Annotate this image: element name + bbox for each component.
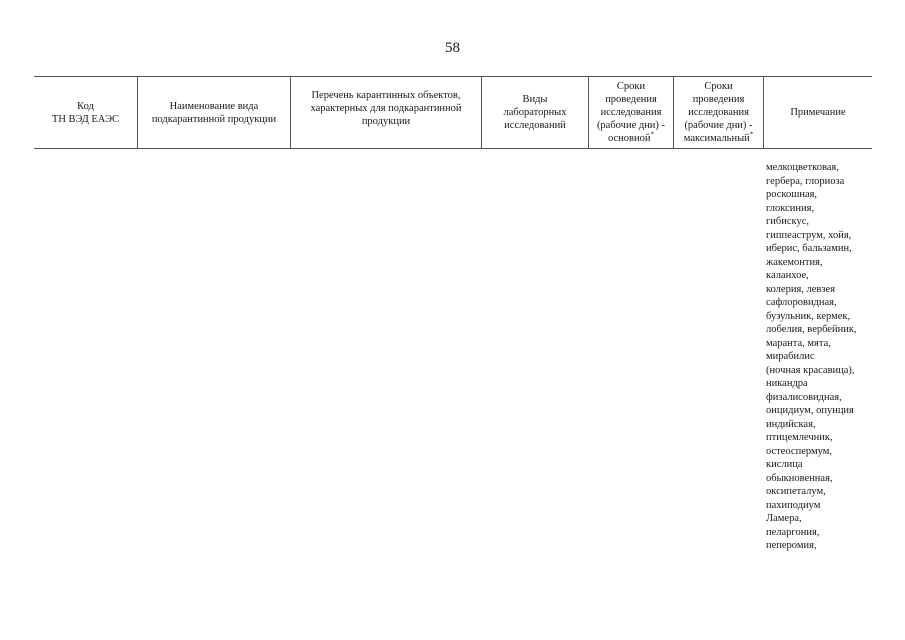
footnote-mark: * xyxy=(650,130,654,139)
header-objects-line: продукции xyxy=(361,116,411,127)
header-term-basic-line: Сроки xyxy=(616,81,646,92)
note-line: никандра xyxy=(766,378,808,389)
note-line: физалисовидная, xyxy=(766,391,842,403)
header-objects-line: характерных для подкарантинной xyxy=(310,103,462,114)
note-line: онцидиум, опунция xyxy=(766,405,854,416)
header-term-basic-line: (рабочие дни) - xyxy=(596,120,666,131)
header-term-basic-line: проведения xyxy=(605,94,657,105)
header-bottom-border xyxy=(34,148,872,149)
header-term-max xyxy=(674,77,763,148)
header-term-basic-text: основной xyxy=(608,133,651,144)
header-code xyxy=(34,77,137,148)
header-term-max-line: проведения xyxy=(692,94,745,105)
header-code-line: Код xyxy=(77,100,94,112)
note-line: сафлоровидная, xyxy=(766,297,837,308)
note-line: обыкновенная, xyxy=(766,472,833,484)
header-term-basic-line: исследования xyxy=(600,107,662,118)
note-line: птицемлечник, xyxy=(766,432,833,443)
note-line: гербера, глориоза xyxy=(766,175,845,187)
note-line: индийская, xyxy=(766,418,816,430)
note-line: пеперомия, xyxy=(766,540,817,551)
note-line: каланхое, xyxy=(766,270,809,281)
header-term-max-line xyxy=(684,132,754,145)
header-quarantine-objects xyxy=(291,77,481,148)
note-cell-text xyxy=(766,161,876,553)
note-line: остеоспермум, xyxy=(766,445,832,457)
header-lab-line: лабораторных xyxy=(503,107,567,118)
note-line: гибискус, xyxy=(766,216,810,227)
note-line: маранта, мята, xyxy=(766,337,831,349)
header-product-name xyxy=(138,77,290,148)
header-note-text: Примечание xyxy=(790,107,846,118)
header-term-max-text: максимальный xyxy=(683,133,750,144)
note-line: иберис, бальзамин, xyxy=(766,243,852,254)
note-line: оксипеталум, xyxy=(766,486,826,497)
header-term-max-line: исследования xyxy=(688,107,749,118)
note-line: лобелия, вербейник, xyxy=(766,324,857,335)
header-lab-line: Виды xyxy=(522,94,548,105)
note-line: жакемонтия, xyxy=(766,256,823,268)
header-lab-research xyxy=(482,77,588,148)
header-term-basic-line xyxy=(597,132,665,145)
header-term-max-line: Сроки xyxy=(704,81,733,92)
note-line: мелкоцветковая, xyxy=(766,162,839,173)
footnote-mark: * xyxy=(749,130,754,139)
note-line: бузульник, кермек, xyxy=(766,310,851,322)
header-term-basic xyxy=(589,77,673,148)
header-product-line: Наименование вида xyxy=(169,100,259,112)
note-line: кислица xyxy=(766,459,803,470)
header-note xyxy=(764,77,872,148)
note-line: колерия, левзея xyxy=(766,283,836,295)
header-code-line: ТН ВЭД ЕАЭС xyxy=(51,113,120,125)
note-line: пахиподиум xyxy=(766,499,821,511)
page-number: 58 xyxy=(445,40,460,56)
note-line: гиппеаструм, хойя, xyxy=(766,229,852,241)
header-term-max-line: (рабочие дни) - xyxy=(684,120,753,131)
header-lab-line: исследований xyxy=(504,120,566,131)
note-line: (ночная красавица), xyxy=(766,364,855,376)
header-product-line: подкарантинной продукции xyxy=(151,113,277,125)
header-objects-line: Перечень карантинных объектов, xyxy=(311,90,461,101)
note-line: пеларгония, xyxy=(766,526,820,538)
note-line: Ламера, xyxy=(766,513,802,524)
note-line: роскошная, xyxy=(766,189,818,200)
note-line: глоксиния, xyxy=(766,202,815,214)
note-line: мирабилис xyxy=(766,351,815,362)
